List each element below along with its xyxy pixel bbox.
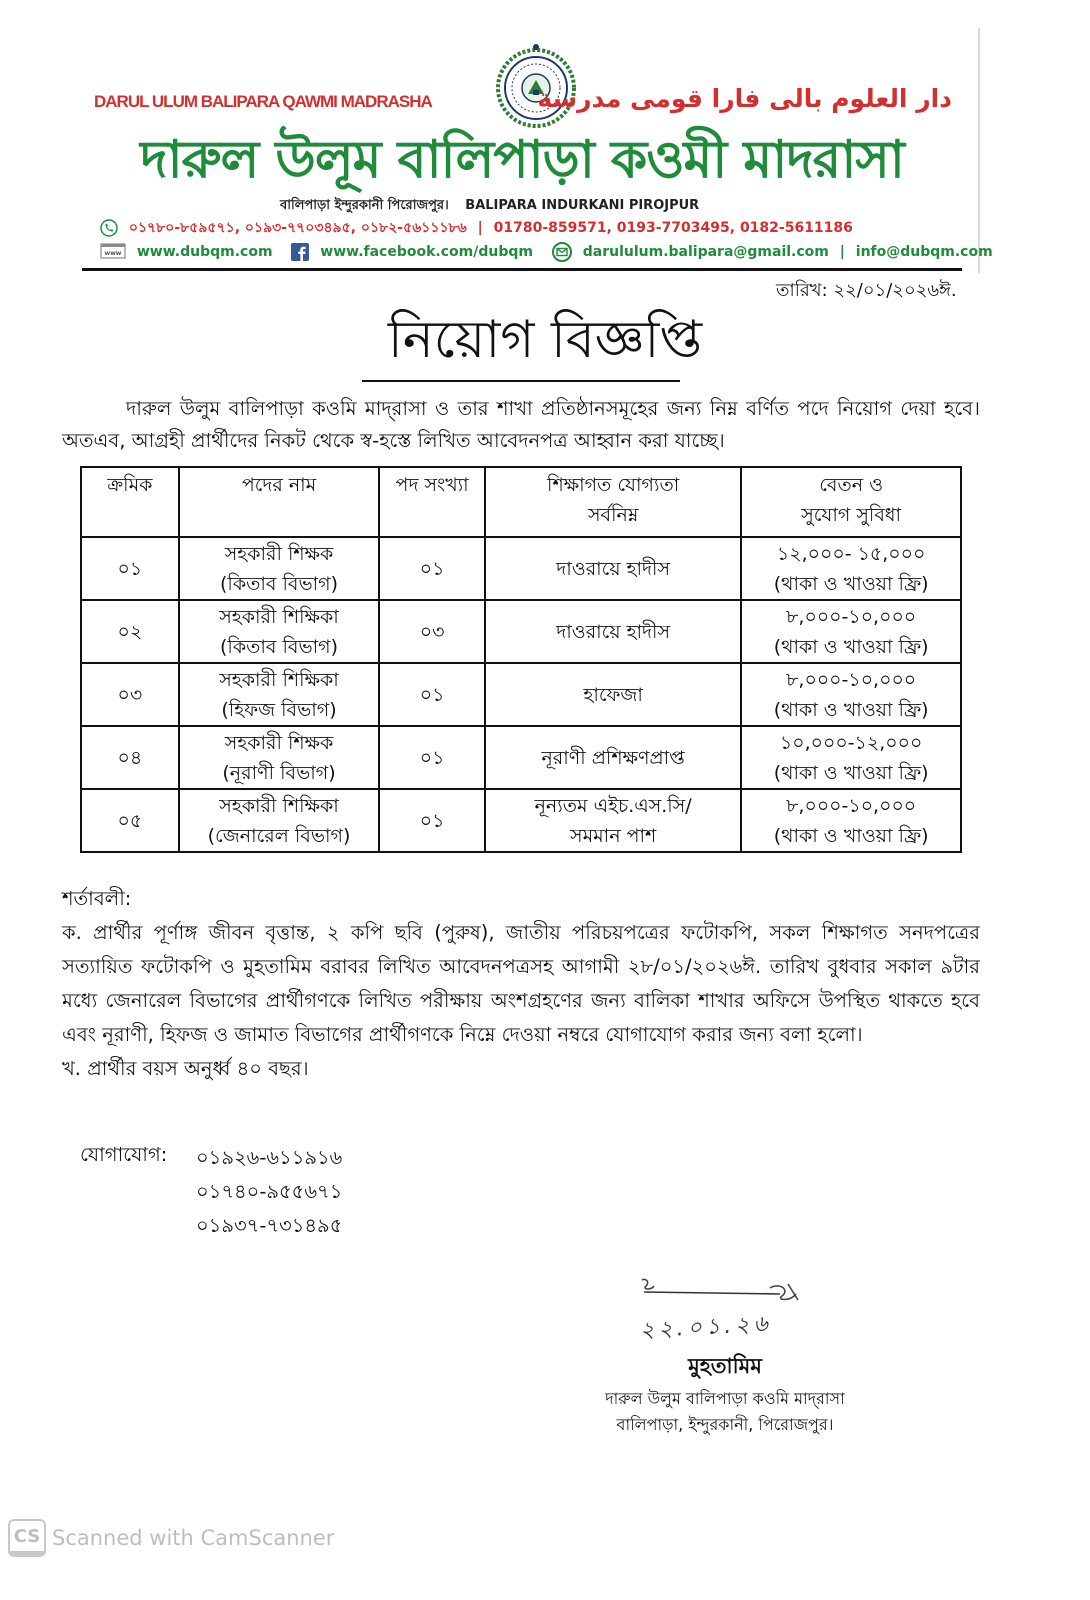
intro-text: দারুল উলুম বালিপাড়া কওমি মাদ্‌রাসা ও তার শাখা প্রতিষ্ঠানসমূহের জন্য নিম্ন বর্ণিত পদে নিয়োগ দেয়া হবে। অতএব, আগ্রহী প্রার্থীদের নিকট থেকে স্ব-হস্তে লিখিত আবেদনপত্র আহ্বান করা যাচ্ছে। (62, 397, 980, 452)
cell-qualification (485, 789, 741, 852)
signatory-organization (560, 1386, 890, 1438)
letterhead-border (978, 28, 980, 273)
camscanner-watermark (8, 1519, 334, 1557)
email-icon (552, 242, 572, 262)
header-salary (741, 467, 961, 537)
intro-paragraph (62, 393, 980, 457)
cell-count: ০১ (379, 537, 485, 600)
cell-count: ০১ (379, 663, 485, 726)
qualification-line1: দাওরায়ে হাদীস (556, 557, 671, 580)
salary-range: ৮,০০০-১০,০০০ (786, 668, 917, 691)
cell-serial: ০৪ (81, 726, 179, 789)
header-count-text: পদ সংখ্যা (395, 474, 469, 496)
svg-text:www: www (104, 250, 122, 257)
table-row (81, 537, 961, 600)
cell-count: ০১ (379, 789, 485, 852)
salary-range: ১০,০০০-১২,০০০ (779, 731, 923, 754)
salary-benefit: (থাকা ও খাওয়া ফ্রি) (773, 824, 929, 847)
contact-number: ০১৯২৬-৬১১৯১৬ (196, 1146, 343, 1169)
terms-item-a: ক. প্রার্থীর পূর্ণাঙ্গ জীবন বৃত্তান্ত, ২ কপি ছবি (পুরুষ), জাতীয় পরিচয়পত্রের ফটোকপি, সকল শিক্ষাগত সনদপত্রের সত্যায়িত ফটোকপি ও মুহতামিম বরাবর লিখিত আবেদনপত্রসহ আগামী ২৮/০১/২০২৬ঈ. তারিখ বুধবার সকাল ৯টার মধ্যে জেনারেল বিভাগের প্রার্থীগণকে লিখিত পরীক্ষায় অংশগ্রহণের জন্য বালিকা শাখার অফিসে উপস্থিত থাকতে হবে এবং নূরাণী, হিফজ ও জামাত বিভাগের প্রার্থীগণকে নিম্নে দেওয়া নম্বরে যোগাযোগ করার জন্য বলা হলো। (62, 921, 980, 1046)
cell-serial: ০২ (81, 600, 179, 663)
title-underline (362, 380, 680, 382)
contact-number: ০১৯৩৭-৭৩১৪৯৫ (196, 1214, 343, 1237)
header-count (379, 467, 485, 537)
cell-qualification (485, 537, 741, 600)
letterhead-name-bangla: দারুল উলূম বালিপাড়া কওমী মাদরাসা (140, 130, 904, 190)
table-header-row (81, 467, 961, 537)
phone-icon (100, 219, 118, 237)
salary-benefit: (থাকা ও খাওয়া ফ্রি) (773, 572, 929, 595)
header-serial-text: ক্রমিক (107, 474, 153, 496)
letterhead-name-english: DARUL ULUM BALIPARA QAWMI MADRASHA (94, 92, 432, 111)
qualification-line1: হাফেজা (583, 683, 643, 706)
signatory-org-address: বালিপাড়া, ইন্দুরকানী, পিরোজপুর। (616, 1415, 834, 1434)
header-qualification-line1: শিক্ষাগত যোগ্যতা (547, 474, 680, 496)
website-icon (100, 243, 126, 261)
salary-range: ৮,০০০-১০,০০০ (786, 605, 917, 628)
address-bangla: বালিপাড়া ইন্দুরকানী পিরোজপুর। (280, 198, 449, 213)
cell-serial: ০৫ (81, 789, 179, 852)
phones-separator: | (477, 220, 483, 236)
facebook-icon (291, 243, 309, 261)
post-name: সহকারী শিক্ষিকা (219, 605, 339, 628)
notice-date: তারিখ: ২২/০১/২০২৬ঈ. (776, 280, 957, 301)
salary-range: ৮,০০০-১০,০০০ (786, 794, 917, 817)
cell-qualification (485, 600, 741, 663)
salary-benefit: (থাকা ও খাওয়া ফ্রি) (773, 761, 929, 784)
salary-benefit: (থাকা ও খাওয়া ফ্রি) (773, 698, 929, 721)
email-separator: | (839, 244, 845, 260)
salary-range: ১২,০০০- ১৫,০০০ (776, 542, 926, 565)
header-qualification-line2: সর্বনিম্ন (587, 504, 639, 526)
post-name: সহকারী শিক্ষিকা (219, 794, 339, 817)
cell-qualification (485, 726, 741, 789)
camscanner-logo-icon: CS (8, 1519, 46, 1557)
signature-date: ২২.০১.২৬ (639, 1311, 773, 1344)
cell-post (179, 537, 379, 600)
header-salary-line1: বেতন ও (819, 474, 884, 496)
letterhead-phones (100, 216, 960, 240)
qualification-line1: নূন্যতম এইচ.এস.সি/ (534, 794, 692, 817)
header-qualification (485, 467, 741, 537)
cell-salary (741, 726, 961, 789)
email-link-secondary[interactable]: info@dubqm.com (855, 244, 993, 260)
cell-count: ০৩ (379, 600, 485, 663)
header-post (179, 467, 379, 537)
letterhead-web (100, 242, 993, 262)
qualification-line2: সমমান পাশ (570, 824, 657, 847)
camscanner-text: Scanned with CamScanner (52, 1526, 335, 1550)
cell-salary (741, 789, 961, 852)
letterhead-rule (82, 268, 962, 271)
table-row (81, 600, 961, 663)
terms-section (62, 882, 980, 1086)
cell-post (179, 663, 379, 726)
contact-label: যোগাযোগ: (80, 1143, 168, 1166)
facebook-link[interactable]: www.facebook.com/dubqm (320, 244, 533, 260)
table-row (81, 726, 961, 789)
header-serial (81, 467, 179, 537)
header-post-text: পদের নাম (241, 474, 317, 496)
salary-benefit: (থাকা ও খাওয়া ফ্রি) (773, 635, 929, 658)
post-dept: (নূরাণী বিভাগ) (222, 761, 336, 784)
phones-bangla: ০১৭৮০-৮৫৯৫৭১, ০১৯৩-৭৭০৩৪৯৫, ০১৮২-৫৬১১১৮৬ (128, 220, 467, 236)
cell-qualification (485, 663, 741, 726)
vacancy-table (80, 466, 962, 853)
cell-serial: ০১ (81, 537, 179, 600)
signatory-org-name: দারুল উলুম বালিপাড়া কওমি মাদ্‌রাসা (605, 1389, 845, 1408)
terms-heading: শর্তাবলী: (62, 887, 132, 910)
cell-salary (741, 663, 961, 726)
signatory-title: মুহতামিম (688, 1354, 762, 1378)
website-link[interactable]: www.dubqm.com (136, 244, 273, 260)
qualification-line1: নূরাণী প্রশিক্ষণপ্রাপ্ত (541, 746, 685, 769)
cell-serial: ০৩ (81, 663, 179, 726)
table-row (81, 663, 961, 726)
cell-salary (741, 600, 961, 663)
qualification-line1: দাওরায়ে হাদীস (556, 620, 671, 643)
address-english: BALIPARA INDURKANI PIROJPUR (465, 198, 700, 213)
table-row (81, 789, 961, 852)
cell-post (179, 789, 379, 852)
post-dept: (কিতাব বিভাগ) (219, 572, 339, 595)
letterhead-name-arabic: دار العلوم بالی فارا قومی مدرسة (537, 84, 952, 113)
phones-english: 01780-859571, 0193-7703495, 0182-5611186 (493, 220, 853, 236)
post-dept: (হিফজ বিভাগ) (221, 698, 337, 721)
post-name: সহকারী শিক্ষিকা (219, 668, 339, 691)
cell-salary (741, 537, 961, 600)
post-name: সহকারী শিক্ষক (224, 731, 334, 754)
terms-item-b: খ. প্রার্থীর বয়স অনুর্ধ্ব ৪০ বছর। (62, 1057, 309, 1080)
post-name: সহকারী শিক্ষক (224, 542, 334, 565)
contact-number: ০১৭৪০-৯৫৫৬৭১ (196, 1180, 343, 1203)
post-dept: (কিতাব বিভাগ) (219, 635, 339, 658)
cell-post (179, 726, 379, 789)
post-dept: (জেনারেল বিভাগ) (207, 824, 351, 847)
cell-post (179, 600, 379, 663)
cell-count: ০১ (379, 726, 485, 789)
header-salary-line2: সুযোগ সুবিধা (801, 504, 902, 526)
contact-numbers (196, 1141, 342, 1243)
letterhead-address (280, 196, 950, 217)
email-link-primary[interactable]: darululum.balipara@gmail.com (582, 244, 829, 260)
notice-title: নিয়োগ বিজ্ঞপ্তি (387, 310, 703, 370)
